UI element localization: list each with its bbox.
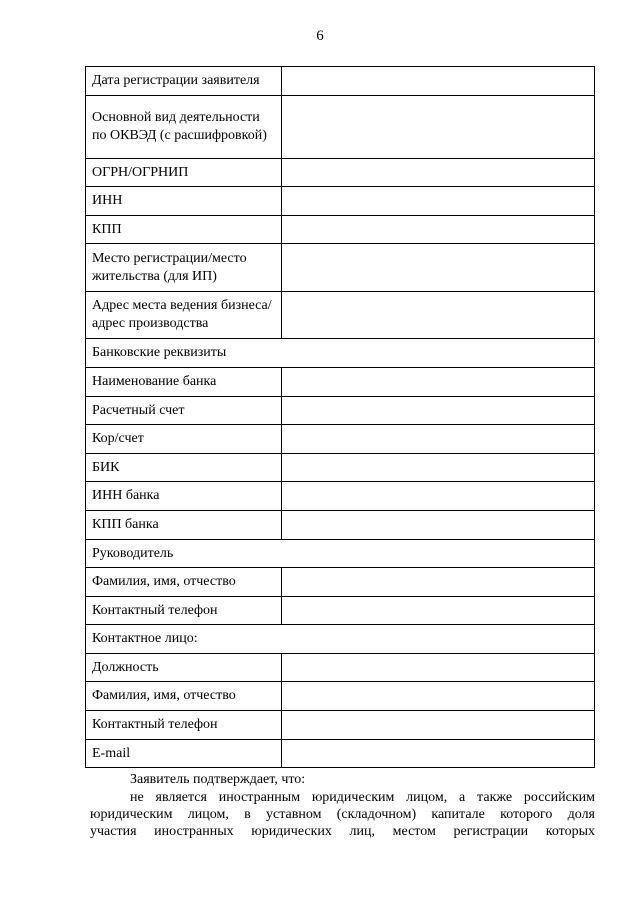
confirmation-line-2: юридическим лицом, в уставном (складочном) капитале которого доля <box>90 807 595 822</box>
field-label: КПП <box>86 216 282 244</box>
field-value-cell[interactable] <box>282 244 595 292</box>
field-value-cell[interactable] <box>282 187 595 216</box>
field-label: Банковские реквизиты <box>86 339 595 368</box>
field-label: ИНН <box>86 187 282 216</box>
table-row <box>86 397 595 425</box>
table-row <box>86 740 595 768</box>
field-label: Наименование банка <box>86 368 282 397</box>
field-label: ОГРН/ОГРНИП <box>86 159 282 187</box>
table-row <box>86 511 595 540</box>
field-value-cell[interactable] <box>282 682 595 711</box>
field-label: Место регистрации/место жительства (для ИП) <box>86 244 282 292</box>
field-value-cell[interactable] <box>282 425 595 454</box>
confirmation-line-3: участия иностранных юридических лиц, местом регистрации которых <box>90 824 595 839</box>
table-row <box>86 216 595 244</box>
table-row <box>86 244 595 292</box>
field-value-cell[interactable] <box>282 292 595 339</box>
table-row <box>86 425 595 454</box>
table-row <box>86 482 595 511</box>
field-label: Руководитель <box>86 540 595 568</box>
field-value-cell[interactable] <box>282 568 595 597</box>
table-row <box>86 159 595 187</box>
table-row <box>86 368 595 397</box>
field-label: Контактный телефон <box>86 597 282 625</box>
field-label: Фамилия, имя, отчество <box>86 568 282 597</box>
table-row <box>86 568 595 597</box>
field-value-cell[interactable] <box>282 216 595 244</box>
field-value-cell[interactable] <box>282 482 595 511</box>
table-row <box>86 96 595 159</box>
field-label: Адрес места ведения бизнеса/адрес производства <box>86 292 282 339</box>
field-label: Основной вид деятельности по ОКВЭД (с расшифровкой) <box>86 96 282 159</box>
table-row <box>86 67 595 96</box>
field-value-cell[interactable] <box>282 368 595 397</box>
table-row <box>86 339 595 368</box>
field-value-cell[interactable] <box>282 159 595 187</box>
field-value-cell[interactable] <box>282 597 595 625</box>
field-label: Фамилия, имя, отчество <box>86 682 282 711</box>
field-value-cell[interactable] <box>282 67 595 96</box>
table-row <box>86 292 595 339</box>
table-row <box>86 454 595 482</box>
table-row <box>86 654 595 682</box>
page-number: 6 <box>316 28 324 44</box>
table-row <box>86 711 595 740</box>
table-body <box>86 67 595 768</box>
field-label: КПП банка <box>86 511 282 540</box>
field-label: Расчетный счет <box>86 397 282 425</box>
field-label: E-mail <box>86 740 282 768</box>
confirmation-intro: Заявитель подтверждает, что: <box>130 772 306 787</box>
table-row <box>86 187 595 216</box>
field-value-cell[interactable] <box>282 454 595 482</box>
table-row <box>86 597 595 625</box>
table-row <box>86 540 595 568</box>
field-label: Контактное лицо: <box>86 625 595 654</box>
field-label: Должность <box>86 654 282 682</box>
field-value-cell[interactable] <box>282 96 595 159</box>
table-row <box>86 625 595 654</box>
table-row <box>86 682 595 711</box>
field-value-cell[interactable] <box>282 740 595 768</box>
field-value-cell[interactable] <box>282 654 595 682</box>
field-label: БИК <box>86 454 282 482</box>
field-value-cell[interactable] <box>282 511 595 540</box>
field-label: ИНН банка <box>86 482 282 511</box>
field-value-cell[interactable] <box>282 397 595 425</box>
field-label: Контактный телефон <box>86 711 282 740</box>
applicant-details-table <box>85 66 595 768</box>
confirmation-line-1: не является иностранным юридическим лицом, а также российским <box>130 790 595 805</box>
field-value-cell[interactable] <box>282 711 595 740</box>
field-label: Дата регистрации заявителя <box>86 67 282 96</box>
field-label: Кор/счет <box>86 425 282 454</box>
